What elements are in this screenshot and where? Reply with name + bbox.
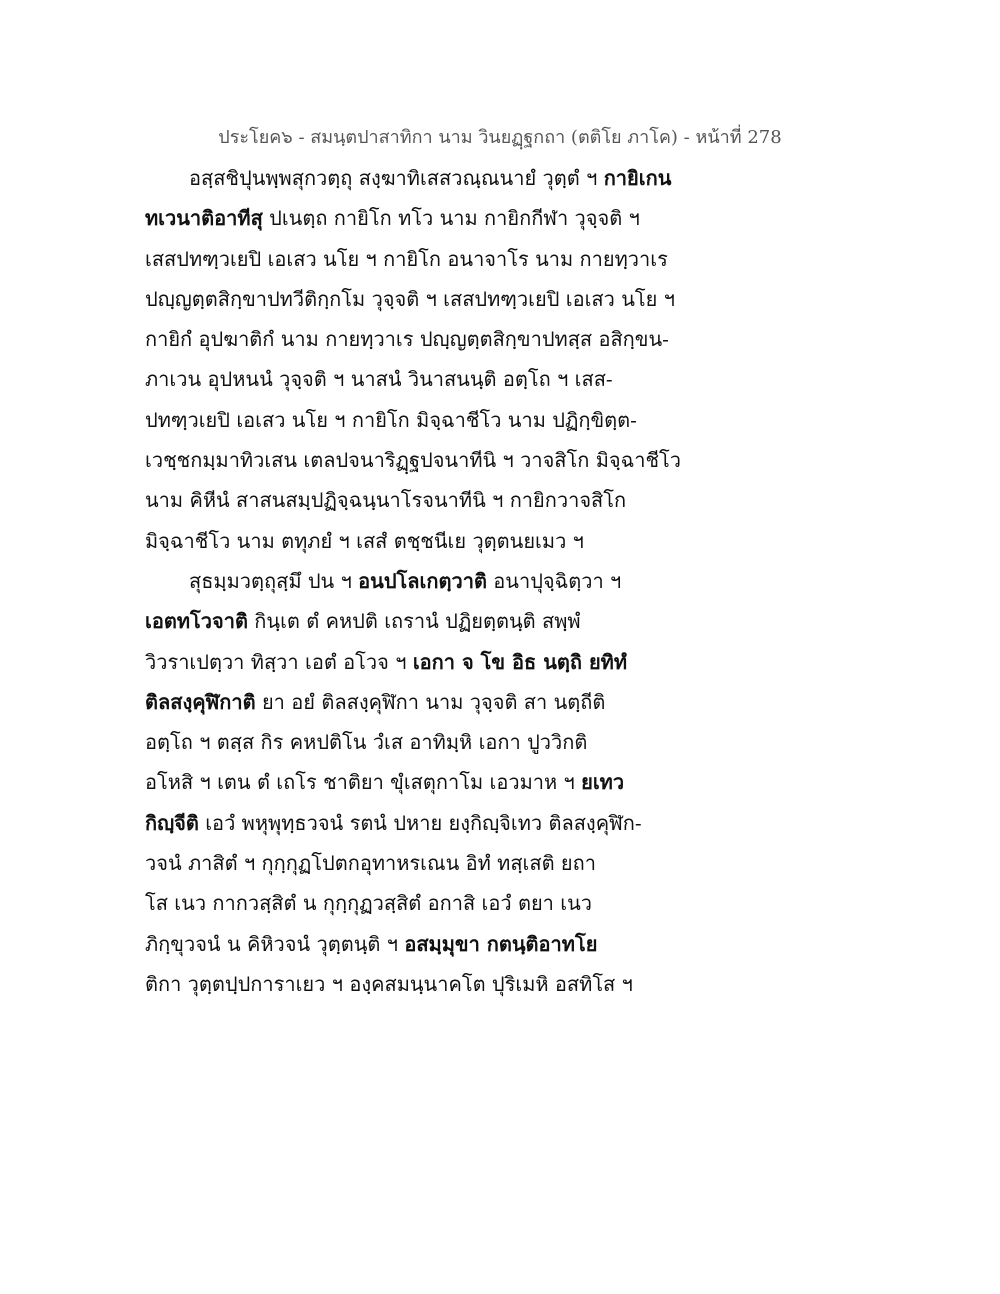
paragraph-2-line-9: โส เนว กากวสฺสิตํ น กุกฺกุฏวสฺสิตํ อกาสิ เอวํ ตยา เนว: [145, 891, 593, 916]
text-span: สุธมฺมวตฺถุสฺมึ ปน ฯ: [189, 568, 359, 593]
text-span: กินฺเต ตํ คหปติ เถรานํ ปฏิยตฺตนฺติ สพฺพํ: [247, 609, 581, 634]
text-span: อนาปุจฺฉิตฺวา ฯ: [486, 568, 622, 593]
bold-lemma: กิญฺจีติ: [145, 810, 199, 835]
paragraph-1-line-9: นาม คิหีนํ สาสนสมฺปฏิจฺฉนฺนาโรจนาทีนิ ฯ กายิกวาจสิโก: [145, 488, 627, 513]
paragraph-2-line-7: [145, 803, 685, 843]
bold-lemma: เอกา จ โข อิธ นตฺถิ ยทิทํ: [412, 649, 628, 674]
paragraph-2-line-8: วจนํ ภาสิตํ ฯ กุกฺกุฏโปตกอุทาหรเณน อิทํ ทสฺเสติ ยถา: [145, 851, 596, 876]
bold-lemma: ทเวนาติอาทีสุ: [145, 206, 263, 231]
paragraph-2-line-4: [145, 682, 685, 722]
paragraph-2-line-2: [145, 601, 685, 641]
bold-lemma: อนปโลเกตฺวาติ: [358, 568, 487, 593]
paragraph-1-line-1: [145, 158, 685, 198]
paragraph-1-line-7: ปทฑฺวเยปิ เอเสว นโย ฯ กายิโก มิจฺฉาชีโว นาม ปฏิกฺขิตฺต-: [145, 407, 637, 432]
paragraph-2-line-6: [145, 762, 685, 802]
text-span: วิวราเปตฺวา ทิสฺวา เอตํ อโวจ ฯ: [145, 649, 413, 674]
paragraph-1-line-4: ปญฺญตฺตสิกฺขาปทวีติกฺกโม วุจฺจติ ฯ เสสปทฑฺวเยปิ เอเสว นโย ฯ: [145, 286, 675, 311]
text-span: ยา อยํ ติลสงฺคุฬิกา นาม วุจฺจติ สา นตฺถีติ: [255, 689, 606, 714]
running-header: ประโยค๖ - สมนฺตปาสาทิกา นาม วินยฏฺฐกถา (ตติโย ภาโค) - หน้าที่ 278: [218, 127, 782, 148]
bold-lemma: ติลสงฺคุฬิกาติ: [145, 689, 256, 714]
paragraph-2-line-11: ติกา วุตฺตปฺปการาเยว ฯ องฺคสมนฺนาคโต ปุริเมหิ อสทิโส ฯ: [145, 971, 633, 996]
paragraph-1-line-10: มิจฺฉาชีโว นาม ตทุภยํ ฯ เสสํ ตชฺชนีเย วุตฺตนยเมว ฯ: [145, 528, 584, 553]
paragraph-1-line-8: เวชฺชกมฺมาทิวเสน เตลปจนาริฏฺฐปจนาทีนิ ฯ วาจสิโก มิจฺฉาชีโว: [145, 448, 682, 473]
bold-lemma: กายิเกน: [603, 166, 672, 190]
text-span: อสฺสชิปุนพฺพสุกวตฺถุ สงฺฆาทิเสสวณฺณนายํ วุตฺตํ ฯ: [189, 166, 604, 190]
text-span: ภิกฺขุวจนํ น คิหิวจนํ วุตฺตนฺติ ฯ: [145, 931, 405, 956]
body-text: [145, 158, 685, 1004]
paragraph-1-line-5: กายิกํ อุปฆาติกํ นาม กายทฺวาเร ปญฺญตฺตสิกฺขาปทสฺส อสิกฺขน-: [145, 327, 669, 352]
text-span: อโหสิ ฯ เตน ตํ เถโร ชาติยา ขุํเสตุกาโม เอวมาห ฯ: [145, 770, 582, 795]
text-span: ปเนตฺถ กายิโก ทโว นาม กายิกกีฬา วุจฺจติ ฯ: [262, 206, 640, 231]
bold-lemma: อสมฺมุขา กตนฺติอาทโย: [404, 931, 598, 956]
paragraph-1-line-6: ภาเวน อุปหนนํ วุจฺจติ ฯ นาสนํ วินาสนนฺติ อตฺโถ ฯ เสส-: [145, 367, 613, 392]
bold-lemma: เอตทโวจาติ: [145, 609, 248, 634]
paragraph-2-line-1: [145, 561, 685, 601]
paragraph-1-line-2: [145, 198, 685, 238]
paragraph-2-line-3: [145, 642, 685, 682]
paragraph-2-line-10: [145, 924, 685, 964]
paragraph-2-line-5: อตฺโถ ฯ ตสฺส กิร คหปติโน วํเส อาทิมฺหิ เอกา ปูววิกติ: [145, 730, 588, 755]
paragraph-1-line-3: เสสปทฑฺวเยปิ เอเสว นโย ฯ กายิโก อนาจาโร นาม กายทฺวาเร: [145, 246, 668, 271]
bold-lemma: ยเทว: [581, 770, 625, 795]
text-span: เอวํ พหุพุทฺธวจนํ รตนํ ปหาย ยงฺกิญฺจิเทว ติลสงฺคุฬิก-: [198, 810, 642, 835]
